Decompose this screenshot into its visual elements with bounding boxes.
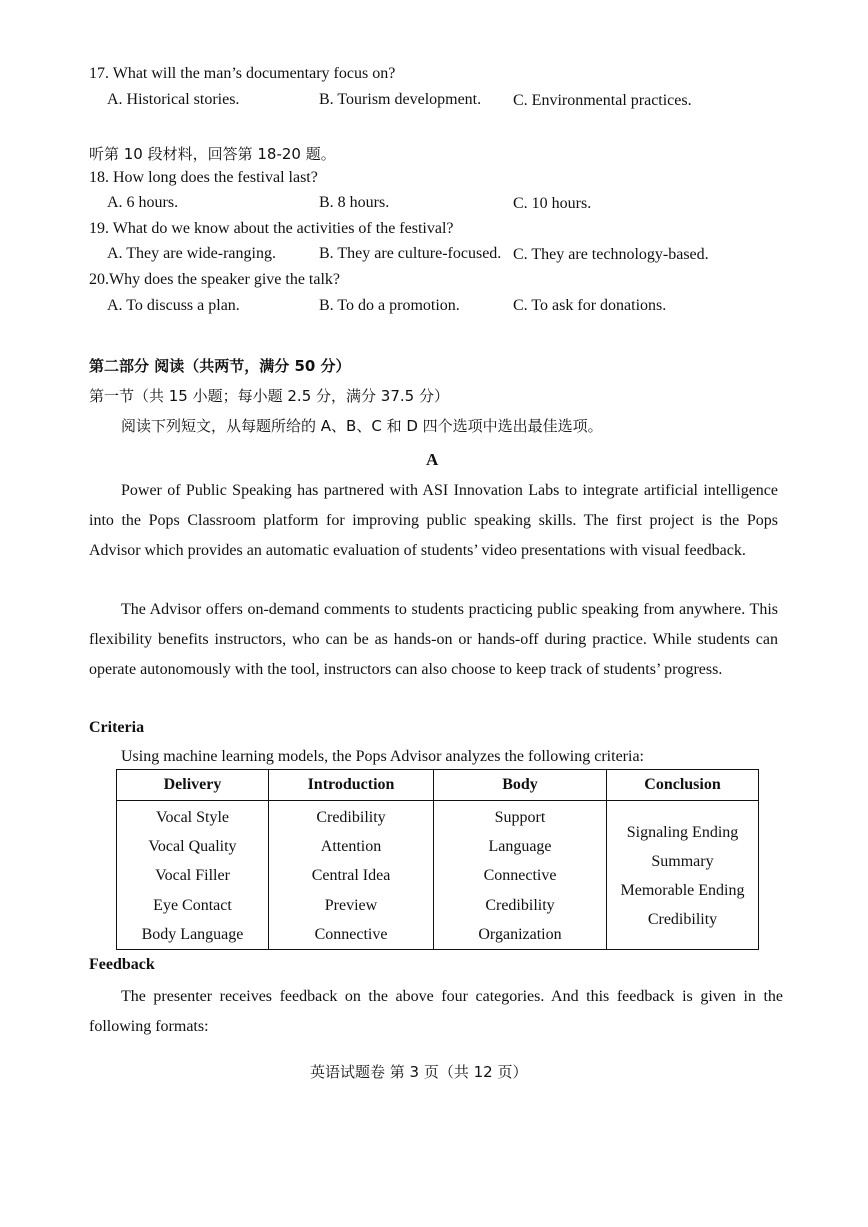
feedback-heading: Feedback bbox=[89, 956, 155, 973]
question-19-stem: 19. What do we know about the activities of the festival? bbox=[89, 220, 454, 237]
passage-paragraph-3: The presenter receives feedback on the above four categories. And this feedback is given in the following formats: bbox=[89, 988, 783, 1035]
introduction-item: Central Idea bbox=[311, 867, 391, 885]
delivery-item: Body Language bbox=[141, 925, 244, 943]
question-17-option-a: A. Historical stories. bbox=[107, 91, 240, 108]
criteria-heading: Criteria bbox=[89, 719, 145, 736]
delivery-item: Vocal Style bbox=[155, 809, 230, 826]
body-item: Connective bbox=[483, 867, 557, 885]
body-column bbox=[434, 801, 607, 950]
body-item: Credibility bbox=[485, 896, 555, 914]
table-header-body: Body bbox=[434, 770, 607, 801]
introduction-item: Connective bbox=[314, 925, 388, 943]
conclusion-column bbox=[607, 801, 759, 950]
delivery-item: Eye Contact bbox=[153, 896, 232, 914]
introduction-item: Credibility bbox=[316, 809, 386, 826]
page-footer: 英语试题卷 第 3 页（共 12 页） bbox=[310, 1063, 528, 1081]
criteria-intro: Using machine learning models, the Pops Advisor analyzes the following criteria: bbox=[121, 748, 644, 765]
delivery-column bbox=[117, 801, 269, 950]
passage-letter: A bbox=[426, 450, 439, 469]
part2-section1-heading: 第一节（共 15 小题；每小题 2.5 分，满分 37.5 分） bbox=[89, 387, 449, 405]
conclusion-item: Memorable Ending bbox=[620, 882, 745, 899]
table-header-introduction: Introduction bbox=[269, 770, 434, 801]
conclusion-item: Signaling Ending bbox=[626, 823, 739, 841]
body-item: Organization bbox=[478, 925, 562, 943]
table-header-conclusion: Conclusion bbox=[607, 770, 759, 801]
delivery-item: Vocal Quality bbox=[148, 838, 237, 856]
question-20-option-b: B. To do a promotion. bbox=[319, 297, 460, 314]
question-20-option-a: A. To discuss a plan. bbox=[107, 297, 240, 314]
question-19-option-c: C. They are technology-based. bbox=[513, 246, 709, 263]
question-19-option-b: B. They are culture-focused. bbox=[319, 245, 502, 262]
criteria-table-header-row bbox=[117, 770, 759, 801]
introduction-item: Attention bbox=[320, 838, 382, 856]
delivery-item: Vocal Filler bbox=[155, 867, 230, 885]
question-20-option-c: C. To ask for donations. bbox=[513, 297, 667, 314]
section-10-instruction: 听第 10 段材料，回答第 18-20 题。 bbox=[89, 145, 336, 163]
question-17-option-c: C. Environmental practices. bbox=[513, 92, 692, 109]
conclusion-item: Credibility bbox=[647, 911, 718, 929]
question-18-stem: 18. How long does the festival last? bbox=[89, 169, 318, 186]
criteria-table bbox=[116, 769, 759, 950]
body-item: Language bbox=[488, 838, 552, 856]
introduction-item: Preview bbox=[324, 896, 378, 914]
criteria-table-body-row bbox=[117, 801, 759, 950]
part2-instruction: 阅读下列短文，从每题所给的 A、B、C 和 D 四个选项中选出最佳选项。 bbox=[121, 417, 603, 435]
passage-paragraph-2: The Advisor offers on-demand comments to students practicing public speaking from anywhere. This flexibility benefits instructors, who can be as hands-on or hands-off during practice. While students can operate autonomously with the tool, instructors can also choose to keep track of students’ progress. bbox=[89, 601, 778, 678]
body-item: Support bbox=[494, 809, 546, 826]
question-18-option-c: C. 10 hours. bbox=[513, 195, 592, 212]
question-19-option-a: A. They are wide-ranging. bbox=[107, 245, 276, 262]
introduction-column bbox=[269, 801, 434, 950]
question-17-option-b: B. Tourism development. bbox=[319, 91, 482, 108]
passage-paragraph-1: Power of Public Speaking has partnered with ASI Innovation Labs to integrate artificial intelligence into the Pops Classroom platform for improving public speaking skills. The first project is the Pops Advisor which provides an automatic evaluation of students’ video presentations with visual feedback. bbox=[89, 482, 778, 559]
question-20-stem: 20.Why does the speaker give the talk? bbox=[89, 271, 341, 288]
question-17-stem: 17. What will the man’s documentary focus on? bbox=[89, 65, 396, 82]
table-header-delivery: Delivery bbox=[117, 770, 269, 801]
part2-heading: 第二部分 阅读（共两节，满分 50 分） bbox=[89, 357, 351, 375]
conclusion-item: Summary bbox=[651, 852, 714, 870]
question-18-option-b: B. 8 hours. bbox=[319, 194, 390, 211]
question-18-option-a: A. 6 hours. bbox=[107, 194, 179, 211]
